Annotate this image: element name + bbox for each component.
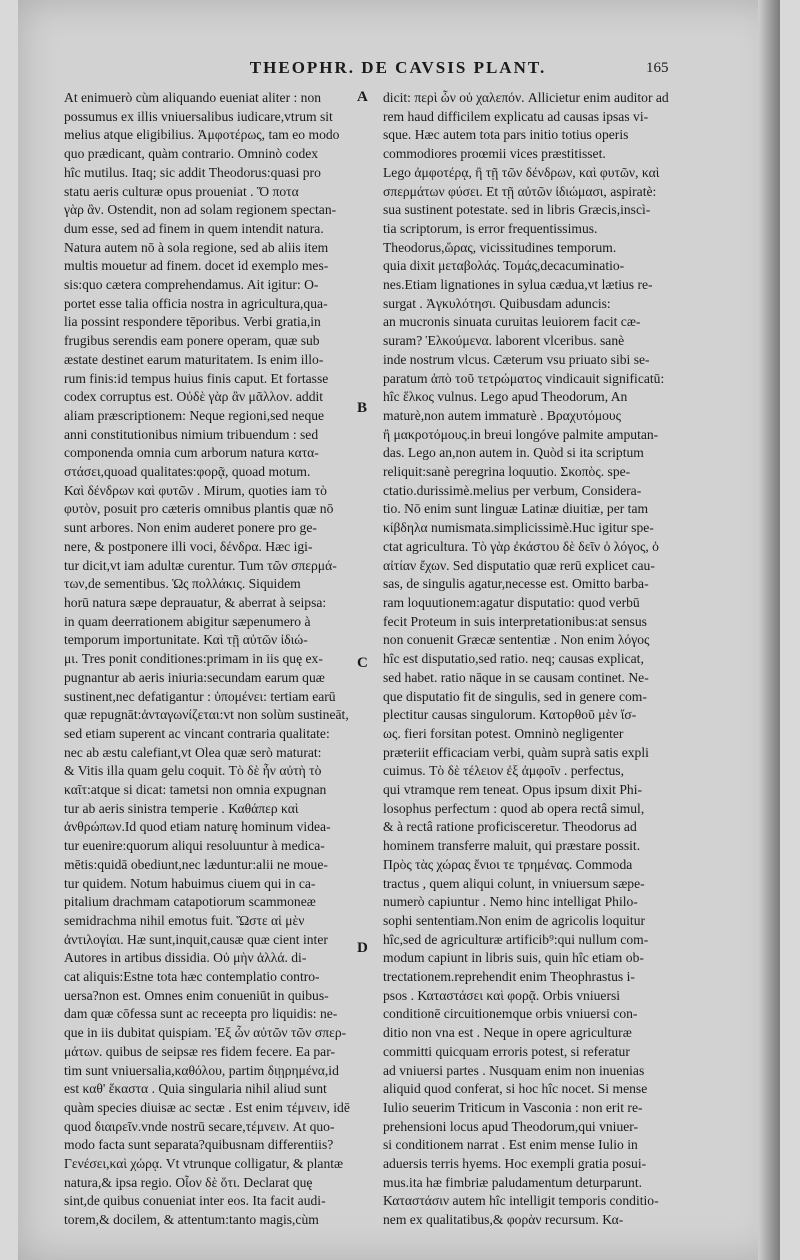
text-line: & à rectâ ratione proficisceretur. Theodorus ad [383,819,637,835]
text-line: mētis:quidā obediunt,nec læduntur:alii ne moue- [64,856,328,872]
text-line: nere, & postponere illi voci, δένδρα. Hæc igi- [64,538,313,554]
text-line: horū natura sæpe deprauatur, & aberrat à seipsa: [64,594,327,610]
text-line: portet esse talia officia nostra in agricultura,qua- [64,295,328,311]
text-line: possumus ex illis vniuersalibus iudicare,vtrum sit [64,108,333,124]
text-line: aliam præscriptionem: Neque regioni,sed neque [64,407,325,423]
text-line: das. Lego an,non autem in. Quòd si ita scriptum [383,445,644,461]
text-line: φυτὸν, posuit pro cæteris omnibus plantis quæ nō [64,501,334,517]
text-line: ctatio.durissimè.melius per verbum, Considera- [383,482,642,498]
margin-letter-c: C [357,655,368,671]
text-line: reliquit:sanè peregrina loquutio. Σκοπὸς. spe- [383,464,631,480]
text-line: qui vtramque rem teneat. Opus ipsum dixit Phi- [383,782,642,798]
text-line: Iulio seuerim Triticum in Vasconia : non erit re- [383,1099,643,1115]
text-line: καῖτ:atque si dicat: tametsi non omnia expugnan [64,782,327,798]
text-line: commodiores proœmii vices præstitisset. [383,146,606,162]
text-line: sunt arbores. Non enim auderet ponere pro ge- [64,520,317,536]
text-line: torem,& docilem, & attentum:tanto magis,cùm [64,1212,319,1228]
margin-letter-a: A [357,89,368,105]
text-line: æstate destinet earum maturitatem. Is enim illo- [64,351,324,367]
text-line: est καθ' ἕκαστα . Quia singularia nihil aliud sunt [64,1081,327,1097]
margin-letter-d: D [357,940,368,956]
text-line: hîc ἕλκος vulnus. Lego apud Theodorum, An [383,389,628,405]
margin-letter-b: B [357,400,368,416]
text-line: Πρὸς τὰς χώρας ἔνιοι τε τρημένας. Commoda [383,856,633,872]
text-line: anni constitutionibus nimium tribuendum : sed [64,426,319,442]
text-line: uersa?non est. Omnes enim conueniūt in quibus- [64,987,329,1003]
text-line: cat aliquis:Estne tota hæc contemplatio contro- [64,969,320,985]
text-line: natura,& ipsa regio. Οἷον δὲ ὅτι. Declarat quę [64,1174,313,1190]
text-line: surgat . Ἀγκυλότησι. Quibusdam aduncis: [383,295,611,311]
text-line: dam quæ cōfessa sunt ac receepta pro liquidis: ne- [64,1006,338,1022]
text-line: ad vniuersi partes . Nusquam enim non inuenias [383,1062,645,1078]
text-line: multis mouetur ad finem. docet id exemplo mes- [64,258,329,274]
right-column [383,89,689,1230]
text-line: quod διαιρεῖν.vnde nostrū secare,τέμνειν. At quo- [64,1118,335,1134]
text-line: quo prædicant, quàm contrario. Omninò codex [64,146,319,162]
text-line: At enimuerò cùm aliquando eueniat aliter : non [64,90,322,105]
text-line: statu aeris culturæ opus proueniat . Ὅ ποτα [64,183,299,199]
text-line: an mucronis sinuata curuitas leuiorem facit cæ- [383,314,641,330]
text-line: losophus perfectum : quod ab opera rectâ simul, [383,800,645,816]
text-line: Natura autem nō à sola regione, sed ab aliis item [64,239,329,255]
running-head: THEOPHR. DE CAVSIS PLANT. [249,58,547,77]
text-line: tur euenire:quorum aliqui resoluuntur à medica- [64,838,325,854]
text-line: sas, de singulis agatur,necesse est. Omitto barba- [383,576,649,592]
text-line: melius atque eligibilius. Ἀμφοτέρως, tam eo modo [64,127,340,143]
page-number: 165 [646,60,669,76]
text-line: codex corruptus est. Οὐδὲ γὰρ ἂν μᾶλλον. addit [64,389,324,405]
text-line: modum capiunt in libris suis, quin hîc etiam ob- [383,950,644,966]
text-line: sint,de quibus conueniat inter eos. Ita facit audi- [64,1193,326,1209]
text-line: maturè,non autem immaturè . Βραχυτόμους [383,407,622,423]
text-line: Καταστάσιν autem hîc intelligit temporis conditio- [383,1193,659,1209]
text-line: sophi sententiam.Non enim de agricolis loquitur [383,912,646,928]
text-line: ctat agricultura. Τὸ γὰρ ἐκάστου δὲ δεῖν ὁ λόγος, ὁ [383,538,659,554]
page-edge [758,0,780,1260]
text-line: sua sustinent potestate. sed in libris Græcis,inscì- [383,202,651,218]
text-line: tur quidem. Notum habuimus ciuem qui in ca- [64,875,316,891]
text-line: tur dicit,vt iam adultæ curentur. Tum τῶν σπερμά- [64,557,337,573]
text-line: prehensioni locus apud Theodorum,qui vniuer- [383,1118,639,1134]
text-line: in quam deerrationem abigitur sæpenumero à [64,613,311,629]
text-line: μάτων. quibus de seipsæ res fidem fecere. Ea par- [64,1043,335,1059]
text-line: que disputatio fit de singulis, sed in genere com- [383,688,647,704]
text-line: pitalium drachmam catapotiorum scammoneæ [64,894,316,910]
text-line: non conuenit Græcæ sententiæ . Non enim λόγος [383,632,650,648]
text-line: sis:quo cætera comprehendamus. Ait igitur: O- [64,277,319,293]
text-line: si conditionem narrat . Est enim mense Iulio in [383,1137,638,1153]
text-line: nes.Etiam lignationes in sylua cædua,vt lætius re- [383,277,653,293]
text-line: ram loquutionem:agatur disputatio: quod verbū [383,594,640,610]
text-line: aliquid quod conferat, si hoc hîc nocet. Si mense [383,1081,648,1097]
text-line: ἀνθρώπων.Id quod etiam naturę hominum videa- [64,819,331,835]
text-line: ditio non vna est . Neque in opere agriculturæ [383,1025,632,1041]
text-line: modo facta sunt separata?quibusnam differentiis? [64,1137,334,1153]
text-line: frugibus serendis eam ponere operam, quæ sub [64,333,320,349]
text-line: Theodorus,ὥρας, vicissitudines temporum. [383,239,617,255]
text-line: rem haud difficilem explicatu ad causas ipsas vi- [383,108,649,124]
text-line: Γενέσει,καὶ χώρᾳ. Vt vtrunque colligatur, & plantæ [64,1156,344,1172]
text-line: nec ab æstu calefiant,vt Olea quæ serò maturat: [64,744,322,760]
text-line: μι. Tres ponit conditiones:primam in iis quę ex- [64,651,323,667]
text-line: hominem transferre maluit, qui præstare possit. [383,838,641,854]
text-line: numerò capiuntur . Nemo hinc intelligat Philo- [383,894,638,910]
text-line: psos . Καταστάσει καὶ φορᾷ. Orbis vniuersi [383,987,621,1003]
left-column [64,89,356,1230]
text-line: præteriit efficaciam verbi, quàm suprà satis expli [383,744,649,760]
text-line: hîc est disputatio,sed ratio. neq; causas explicat, [383,651,644,667]
text-line: suram? Ἑλκούμενα. laborent vlceribus. sanè [383,333,625,349]
text-line: tia scriptorum, is error frequentissimus. [383,220,598,236]
text-line: conditionē circuitionemque orbis vniuersi con- [383,1006,638,1022]
text-line: aduersis terris hyems. Hoc exempli gratia posui- [383,1156,647,1172]
text-line: paratum ἀπὸ τοῦ τετρώματος vindicauit significatū: [383,370,665,386]
text-line: hîc,sed de agriculturæ artificib⁹:qui nullum com- [383,931,649,947]
text-line: & Vitis illa quam gelu coquit. Τὸ δὲ ἦν αὐτὴ τὸ [64,763,322,779]
text-line: rum finis:id tempus huius finis caput. Et fortasse [64,370,329,386]
text-line: των,de sementibus. Ὡς πολλάκις. Siquidem [64,576,301,592]
text-line: ἀντιλογίαι. Hæ sunt,inquit,causæ quæ cient inter [64,931,328,947]
text-line: hîc mutilus. Itaq; sic addit Theodorus:quasi pro [64,164,321,180]
text-line: tur ab aeris sinistra temperie . Καθάπερ καὶ [64,800,299,816]
text-line: inde nostrum vlcus. Cæterum vsu priuato sibi se- [383,351,650,367]
text-line: Καὶ δένδρων καὶ φυτῶν . Mirum, quoties iam τὸ [64,482,327,498]
text-line: γὰρ ἂν. Ostendit, non ad solam regionem spectan- [64,202,337,218]
text-line: dum esse, sed ad finem in quem intendit natura. [64,220,324,236]
text-line: κίβδηλα numismata.simplicissimè.Huc igitur spe- [383,520,654,536]
text-line: Lego ἀμφοτέρᾳ, ἢ τῇ τῶν δένδρων, καὶ φυτῶν, καὶ [383,164,660,180]
text-line: quia dixit μεταβολάς. Τομάς,decacuminatio- [383,258,625,274]
text-line: mus.ita hæ fimbriæ paludamentum deturparunt. [383,1174,642,1190]
text-line: temporum importunitate. Καὶ τῇ αὐτῶν ἰδιώ- [64,632,308,648]
text-line: tim sunt vniuersalia,καθόλου, partim διῃρημένα,id [64,1062,339,1078]
text-line: sque. Hæc autem tota pars initio totius operis [383,127,629,143]
text-line: cuimus. Τὸ δὲ τέλειον ἐξ ἀμφοῖν . perfectus, [383,763,624,779]
book-page [18,0,780,1260]
text-line: αἰτίαν ἔχων. Sed disputatio quæ rerū explicet cau- [383,557,655,573]
text-line: Autores in artibus dissidia. Οὐ μὴν ἀλλά. di- [64,950,307,966]
text-line: dicit: περὶ ὧν οὐ χαλεπόν. Allicietur enim auditor ad [383,90,669,105]
text-line: quàm species diuisæ ac sectæ . Est enim τέμνειν, idē [64,1099,350,1115]
text-line: ως. fieri forsitan potest. Omninò negligenter [383,725,624,741]
text-line: committi quicquam erroris potest, si referatur [383,1043,630,1059]
text-line: pugnantur ab aeris iniuria:secundam earum quæ [64,669,325,685]
text-line: semidrachma nihil emotus fuit. Ὥστε αἱ μὲν [64,912,305,928]
text-line: sustinent,nec defatigantur : ὑπομένει: tertiam earū [64,688,336,704]
text-line: lia possint respondere tēporibus. Verbi gratia,in [64,314,321,330]
text-line: trectationem.reprehendit enim Theophrastus i- [383,969,635,985]
text-line: sed etiam superent ac vincant contraria qualitate: [64,725,330,741]
text-line: componenda omnia cum arborum natura κατα- [64,445,319,461]
text-line: nem ex qualitatibus,& φορὰν recursum. Κα- [383,1212,624,1228]
text-line: plectitur causas singulorum. Κατορθοῦ μὲν ἴσ- [383,707,637,723]
text-line: quæ repugnāt:ἀνταγωνίζεται:vt non solùm sustineāt, [64,707,349,723]
text-line: στάσει,quoad qualitates:φορᾷ, quoad motum. [64,464,311,480]
text-line: fecit Proteum in suis interpretationibus:at sensus [383,613,647,629]
text-line: σπερμάτων φύσει. Et τῇ αὐτῶν ἰδιώμασι, aspiratè: [383,183,657,199]
text-line: ἢ μακροτόμους.in breui longóve palmite amputan- [383,426,659,442]
text-line: que in iis dubitat quispiam. Ἐξ ὧν αὐτῶν τῶν σπερ- [64,1025,347,1041]
text-line: tio. Nō enim sunt linguæ Latinæ diuitiæ, per tam [383,501,649,517]
text-line: tractus , quem aliqui colunt, in vniuersum sæpe- [383,875,645,891]
text-line: sed habet. ratio nāque in se causam continet. Ne- [383,669,649,685]
